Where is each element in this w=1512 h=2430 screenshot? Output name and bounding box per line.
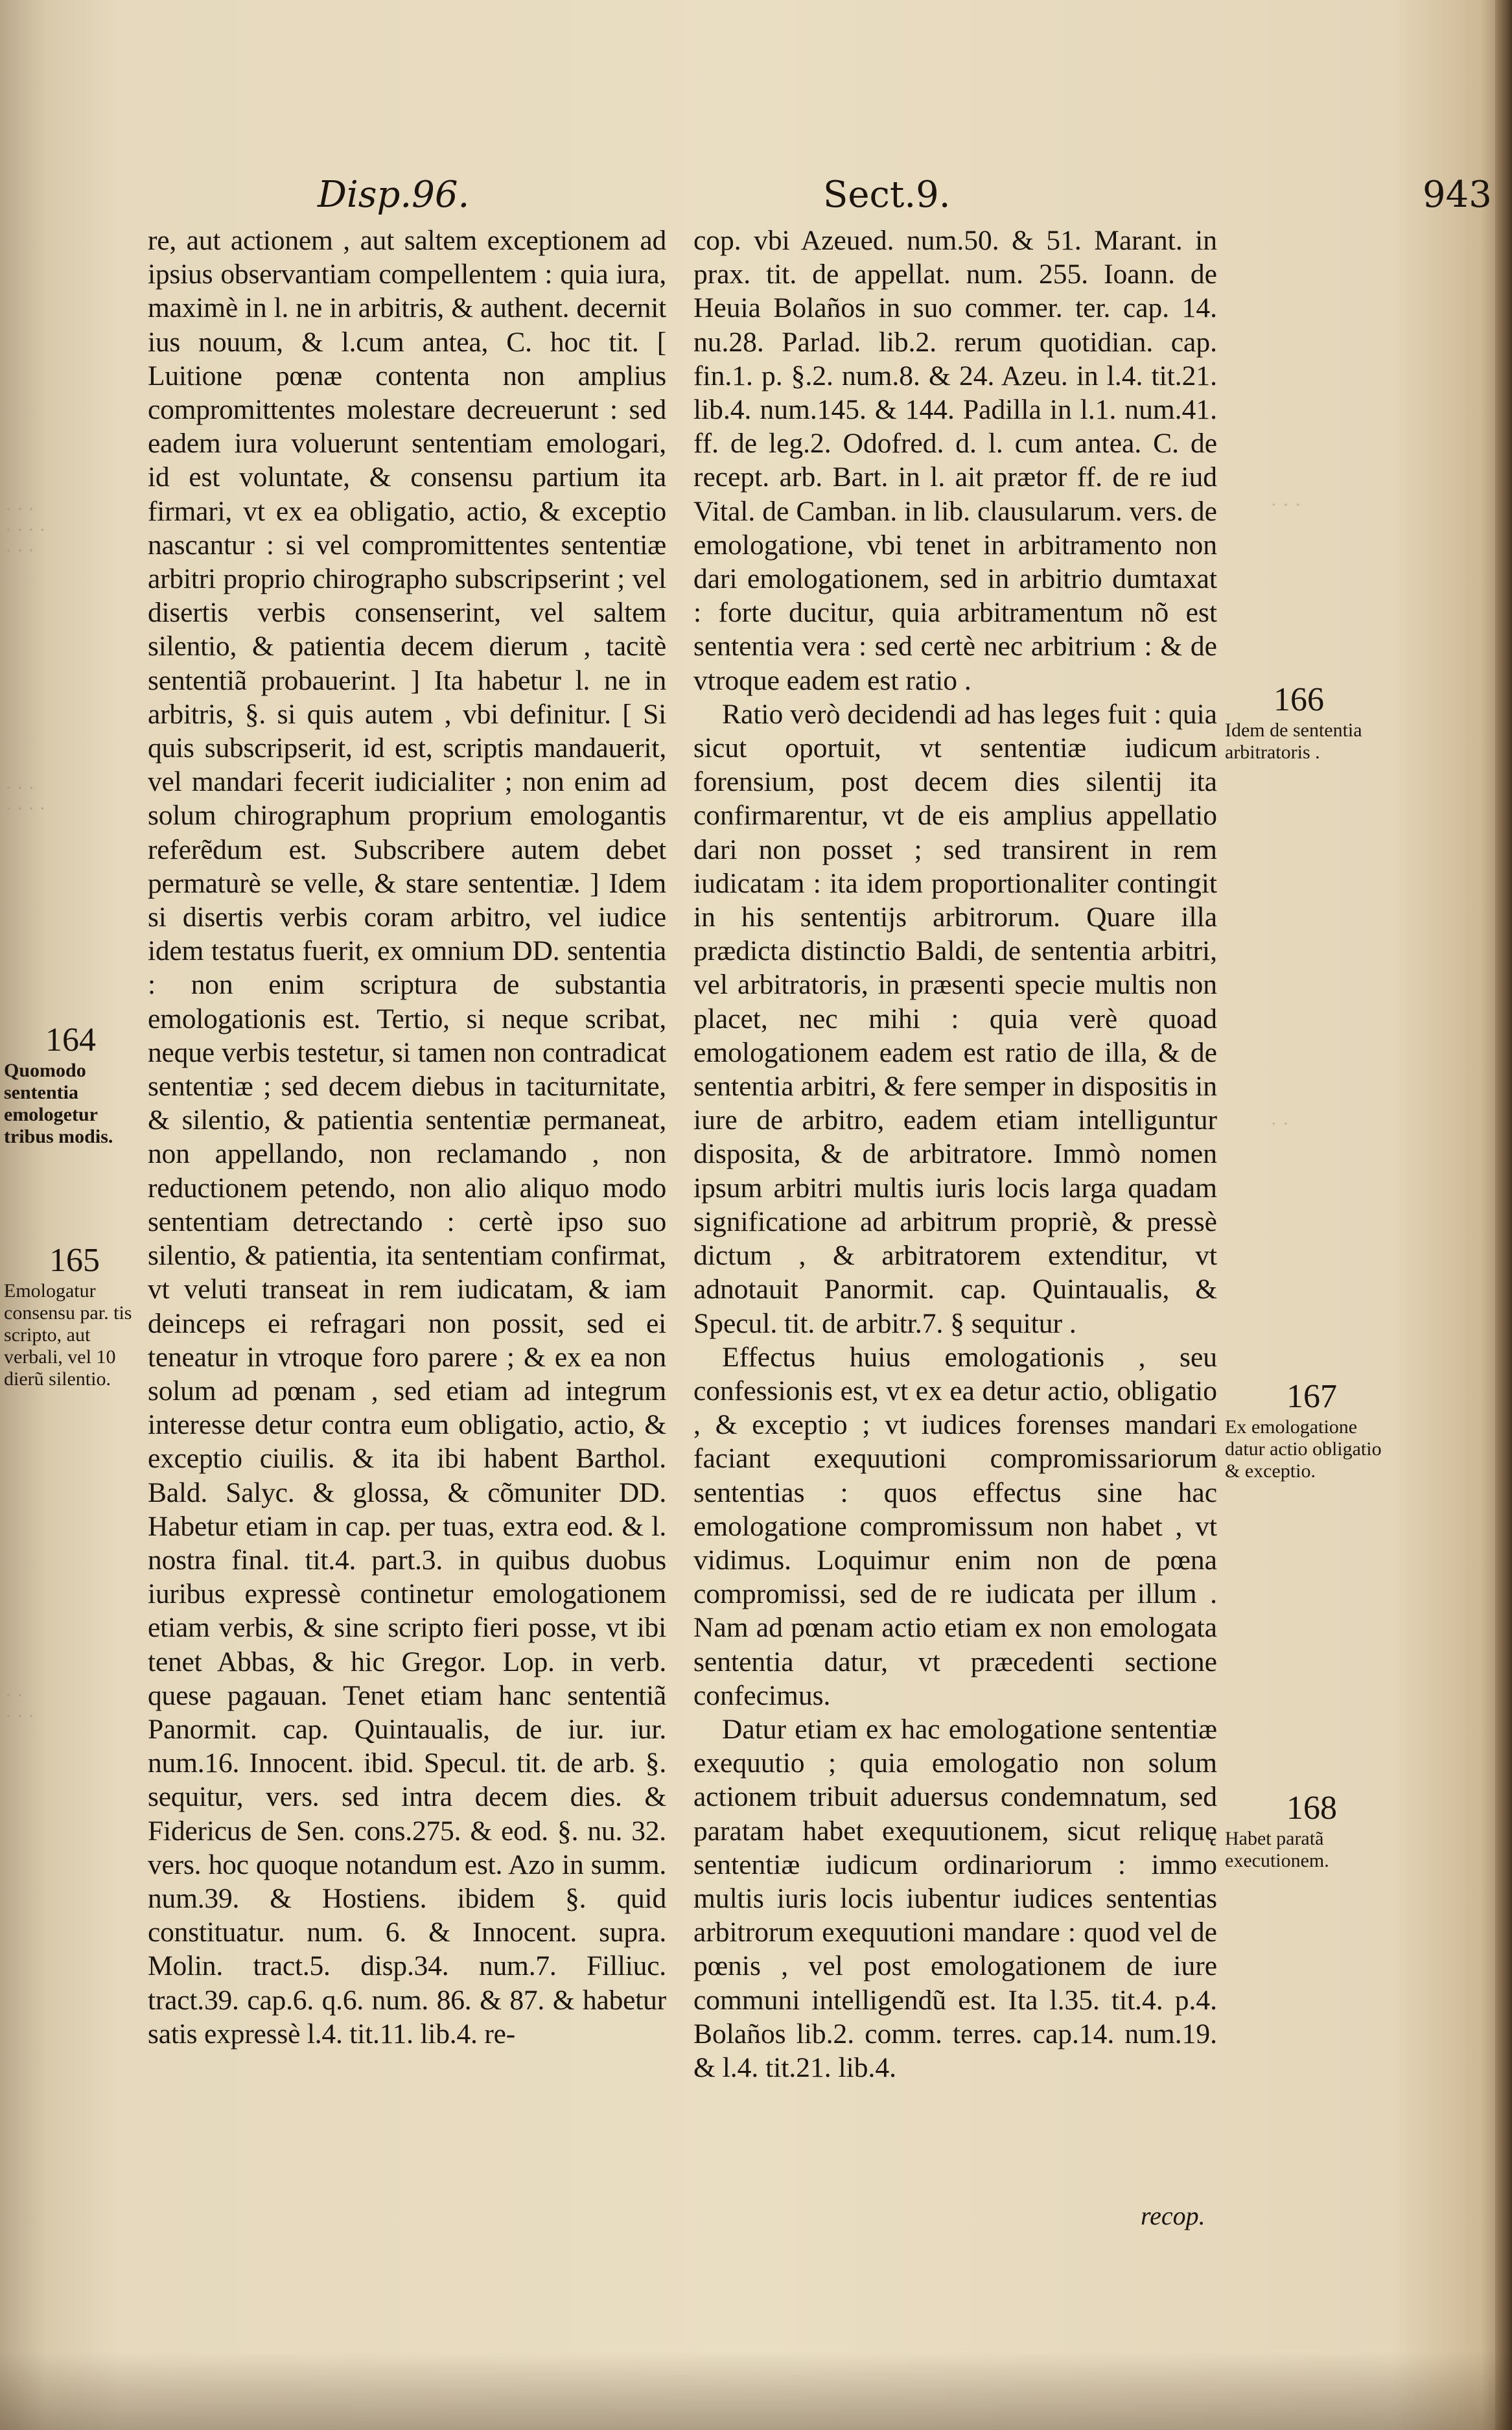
margin-note: Idem de sententia arbitratoris . (1225, 719, 1362, 763)
page-edge-right (1495, 0, 1512, 2430)
catchword: recop. (1141, 2201, 1205, 2230)
margin-note: Quomodo sententia emologetur tribus modis. (4, 1060, 113, 1147)
margin-note: Ex emologatione datur actio obligatio & exceptio. (1225, 1416, 1382, 1482)
margin-note-number: 164 (45, 1022, 96, 1058)
margin-note: Emologatur consensu par. tis scripto, aut verbali, vel 10 dierũ silentio. (4, 1280, 132, 1390)
paragraph: Datur etiam ex hac emologatione sententiæ exequutio ; quia emologatio non solum actionem tribuit aduersus condemnatum, sed paratam habet exequutionem, sicut reliquę sententiæ iudicum ordinariorum : immo multis iuris locis iubentur iudices sententias arbitrorum exequutioni mandare : quod vel de pœnis , vel post emologationem de iure communi intelligendũ est. Ita l.35. tit.4. p.4. Bolaños lib.2. comm. terres. cap.14. num.19. & l.4. tit.21. lib.4. (693, 1713, 1217, 2083)
margin-note-number: 166 (1274, 681, 1324, 718)
margin-note: Habet paratã executionem. (1225, 1828, 1329, 1871)
page-edge-bottom (0, 2352, 1512, 2430)
bleed-through-text: · · · · · (5, 1685, 34, 1727)
paragraph: re, aut actionem , aut saltem exceptionem ad ipsius observantiam compellentem : quia iura, maximè in l. ne in arbitris, & authent. decernit ius nouum, & l.cum antea, C. hoc tit. [ Luitione pœnæ contenta non amplius compromittentes molestare decreuerunt : sed eadem iura voluerunt sententiam emologari, id est voluntate, & consensu partium ita firmari, vt ex ea obligatio, actio, & exceptio nascantur : si vel compromittentes sententiæ arbitri proprio chirographo subscripserint ; vel disertis verbis consenserint, vel saltem silentio, & patientia decem dierum , tacitè sententiã probauerint. ] Ita habetur l. ne in arbitris, §. si quis autem , vbi definitur. [ Si quis subscripserit, id est, scriptis mandauerit, vel mandari fecerit iudicialiter ; non enim ad solum chirographum proprium emologantis referẽdum est. Subscribere autem debet permaturè se velle, & stare sententiæ. ] Idem si disertis verbis coram arbitro, vel iudice idem testatus fuerit, ex omnium DD. sententia : non enim scriptura de substantia emologationis est. Tertio, si neque scribat, neque verbis testetur, si tamen non contradicat sententiæ ; sed decem diebus in taciturnitate, & silentio, & patientia sententiæ permaneat, non appellando, non reclamando , non reductionem petendo, non alio aliquo modo sententiam detrectando : certè ipso suo silentio, & patientia, ita sententiam confirmat, vt veluti transeat in rem iudicatam, & iam deinceps ei refragari non possit, sed ei teneatur in vtroque foro parere ; & ex ea non solum ad pœnam , sed etiam ad integrum interesse detur contra eum obligatio, actio, & exceptio ciuilis. & ita ibi habent Barthol. Bald. Salyc. & glossa, & cõmuniter DD. Habetur etiam in cap. per tuas, extra eod. & l. nostra final. tit.4. part.3. in quibus duobus iuribus expressè continetur emologationem etiam verbis, & sine scripto fieri posse, vt ibi tenet Abbas, & hic Gregor. Lop. in verb. quese pagauan. Tenet etiam hanc sententiã Panormit. cap. Quintaualis, de iur. iur. num.16. Innocent. ibid. Specul. tit. de arb. §. sequitur, vers. sed intra decem dies. & Fidericus de Sen. cons.275. & eod. §. nu. 32. vers. hoc quoque notandum est. Azo in summ. num.39. & Hostiens. ibidem §. quid constituatur. num. 6. & Innocent. supra. Molin. tract.5. disp.34. num.7. Filliuc. tract.39. cap.6. q.6. num. 86. & 87. & habetur satis expressè l.4. tit.11. lib.4. re- (148, 225, 666, 2050)
paragraph: Ratio verò decidendi ad has leges fuit : quia sicut oportuit, vt sententiæ iudicum forensium, post decem dies silentij ita confirmarentur, vt de eis amplius appellatio dari non posset ; sed transirent in rem iudicatam : ita idem proportionaliter contingit in his sententijs arbitrorum. Quare illa prædicta distinctio Baldi, de sententia arbitri, vel arbitratoris, in præsenti specie multis non placet, nec mihi : quia verè quoad emologationem eadem est ratio de illa, & de sententia arbitri, & fere semper in dispositis in iure de arbitro, eadem etiam intelliguntur disposita, & de arbitratore. Immò nomen ipsum arbitri multis iuris locis larga quadam significatione ad arbitrum propriè, & pressè dictum , & arbitratorem extenditur, vt adnotauit Panormit. cap. Quintaualis, & Specul. tit. de arbitr.7. § sequitur . (693, 698, 1217, 1339)
running-head-section: Sect.9. (823, 174, 951, 216)
margin-note-number: 167 (1286, 1378, 1337, 1415)
bleed-through-text: · · · · · · · (5, 777, 46, 819)
right-column (693, 224, 1217, 2085)
bleed-through-text: · · (1270, 1112, 1290, 1135)
margin-note-number: 165 (49, 1242, 100, 1279)
page-number: 943 (1423, 174, 1492, 216)
paragraph: cop. vbi Azeued. num.50. & 51. Marant. in prax. tit. de appellat. num. 255. Ioann. de Heuia Bolaños in suo commer. ter. cap. 14. nu.28. Parlad. lib.2. rerum quotidian. cap. fin.1. p. §.2. num.8. & 24. Azeu. in l.4. tit.21. lib.4. num.145. & 144. Padilla in l.1. num.41. ff. de leg.2. Odofred. d. l. cum antea. C. de recept. arb. Bart. in l. ait prætor ff. de re iud Vital. de Camban. in lib. clausularum. vers. de emologatione, vbi tenet in arbitramento non dari emologationem, sed in arbitrio dumtaxat : forte ducitur, quia arbitramentum nõ est sententia vera : sed certè nec arbitrium : & de vtroque eadem est ratio . (693, 225, 1217, 696)
bleed-through-text: · · · · · · · · · · (5, 498, 46, 561)
paragraph: Effectus huius emologationis , seu confessionis est, vt ex ea detur actio, obligatio , & exceptio ; vt iudices forenses mandari faciant exequutioni compromissariorum sententias : quos effectus sine hac emologatione compromissum non habet , vt vidimus. Loquimur enim non de pœna compromissi, sed de re iudicata per illum . Nam ad pœnam actio etiam ex non emologata sententia datur, vt præcedenti sectione confecimus. (693, 1341, 1217, 1711)
running-head-left: Disp.96. (318, 174, 470, 216)
left-column (148, 224, 666, 2051)
bleed-through-text: · · · (1270, 493, 1301, 516)
margin-note-number: 168 (1286, 1790, 1337, 1827)
